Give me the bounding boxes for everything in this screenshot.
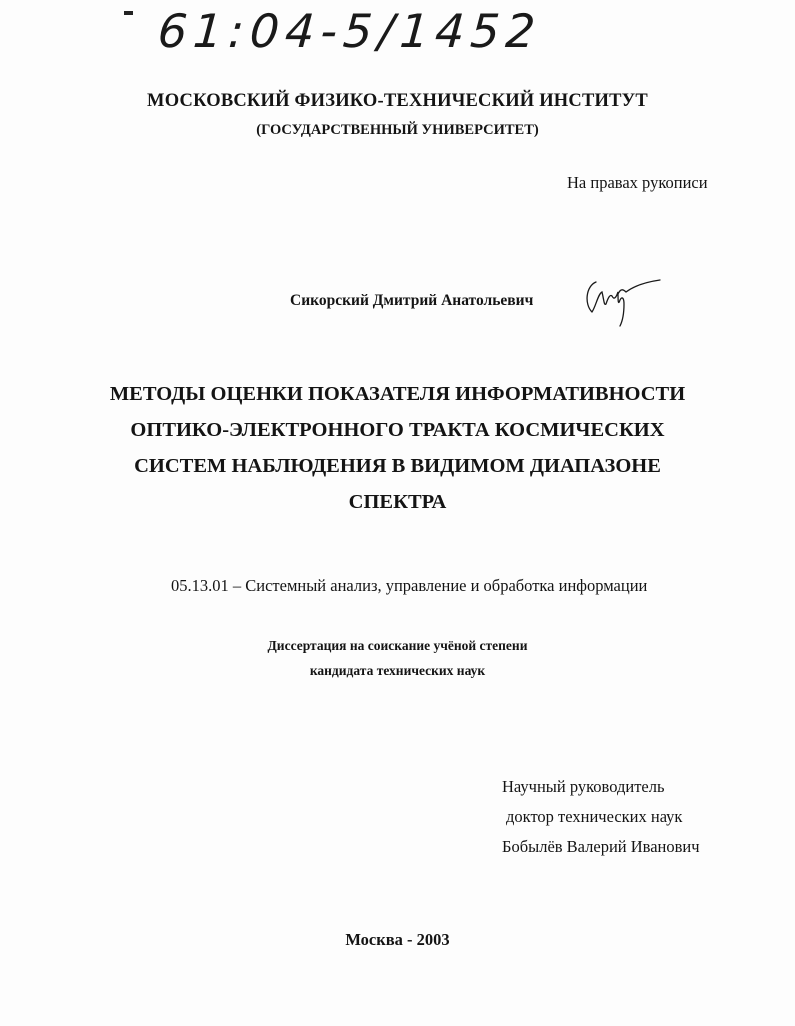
catalog-number: 61:04-5/1452 [156, 4, 543, 58]
dissertation-title [0, 376, 795, 520]
supervisor-degree: доктор технических наук [506, 807, 683, 826]
supervisor-block [502, 772, 700, 862]
degree-statement [0, 633, 795, 683]
catalog-mark [124, 11, 133, 15]
title-line: МЕТОДЫ ОЦЕНКИ ПОКАЗАТЕЛЯ ИНФОРМАТИВНОСТИ [109, 383, 686, 405]
degree-line: кандидата технических наук [309, 663, 486, 678]
supervisor-role: Научный руководитель [502, 777, 665, 796]
author-name: Сикорский Дмитрий Анатольевич [290, 292, 534, 309]
title-line: СПЕКТРА [348, 491, 447, 513]
title-line: СИСТЕМ НАБЛЮДЕНИЯ В ВИДИМОМ ДИАПАЗОНЕ [134, 455, 661, 477]
degree-line: Диссертация на соискание учёной степени [267, 638, 528, 653]
city-year: Москва - 2003 [345, 930, 450, 949]
manuscript-rights-note: На правах рукописи [567, 173, 708, 192]
supervisor-name: Бобылёв Валерий Иванович [502, 837, 700, 856]
title-line: ОПТИКО-ЭЛЕКТРОННОГО ТРАКТА КОСМИЧЕСКИХ [130, 419, 665, 441]
institute-name: МОСКОВСКИЙ ФИЗИКО-ТЕХНИЧЕСКИЙ ИНСТИТУТ [147, 91, 648, 111]
specialty-code: 05.13.01 – Системный анализ, управление и обработка информации [171, 576, 648, 595]
author-signature [582, 270, 662, 330]
university-subtitle: (ГОСУДАРСТВЕННЫЙ УНИВЕРСИТЕТ) [256, 122, 539, 138]
